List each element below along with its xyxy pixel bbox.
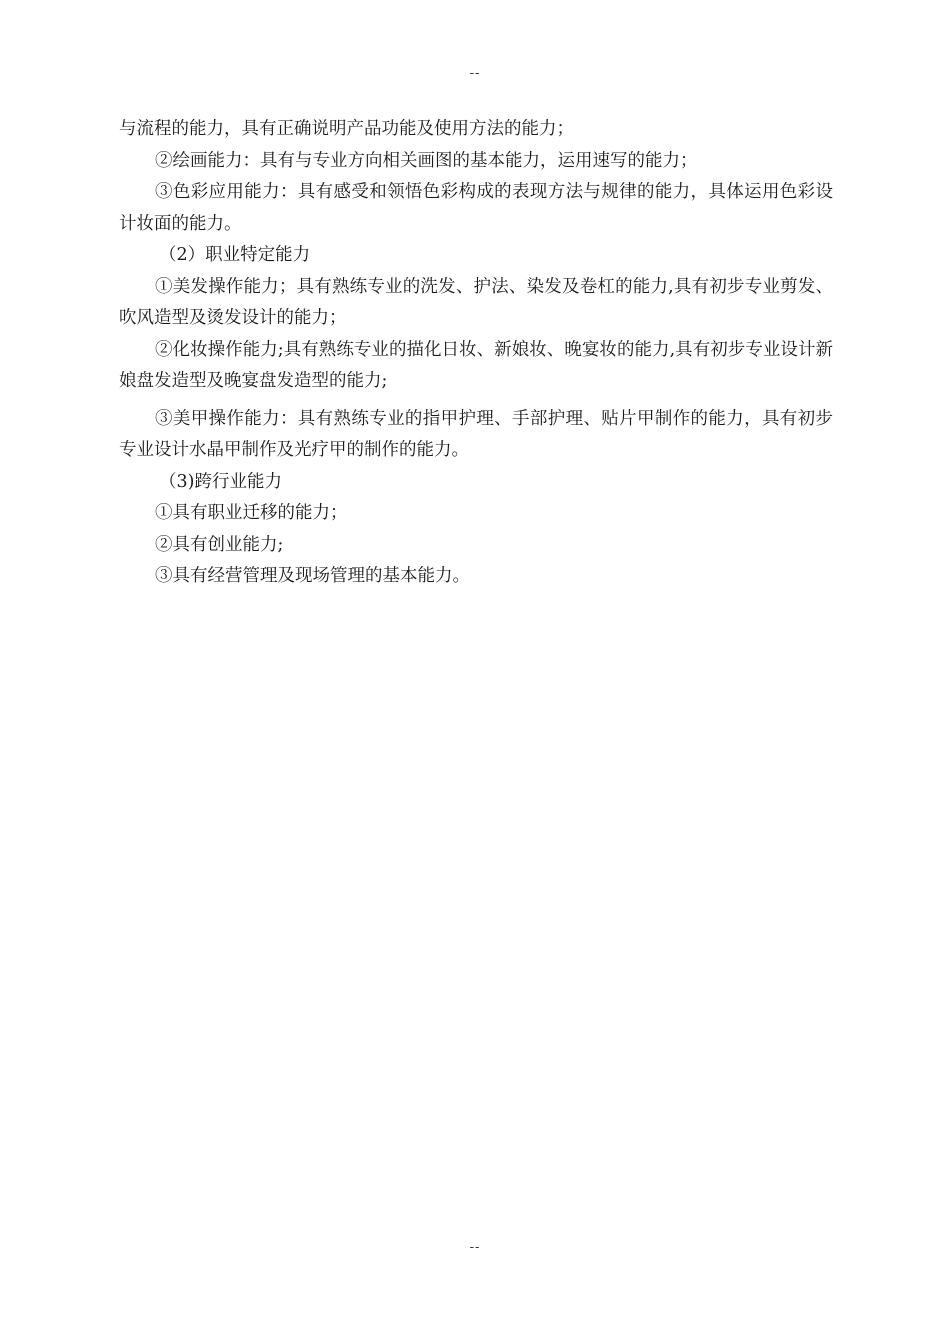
- paragraph-drawing-ability: ②绘画能力：具有与专业方向相关画图的基本能力，运用速写的能力；: [155, 150, 698, 171]
- header-page-mark: --: [469, 66, 481, 81]
- document-body: [119, 114, 833, 593]
- paragraph-manicure-ability: ③美甲操作能力：具有熟练专业的指甲护理、手部护理、贴片甲制作的能力，具有初步专业设计水晶甲制作及光疗甲的制作的能力。: [119, 408, 833, 460]
- paragraph-makeup-ability: ②化妆操作能力;具有熟练专业的描化日妆、新娘妆、晚宴妆的能力,具有初步专业设计新娘盘发造型及晚宴盘发造型的能力;: [119, 339, 833, 391]
- list-item-management: ③具有经营管理及现场管理的基本能力。: [155, 566, 470, 586]
- list-item-career-transfer: ①具有职业迁移的能力；: [155, 503, 348, 523]
- paragraph-color-ability: ③色彩应用能力：具有感受和领悟色彩构成的表现方法与规律的能力，具体运用色彩设计妆面的能力。: [119, 182, 833, 234]
- section-heading-specific-ability: （2）职业特定能力: [159, 245, 311, 265]
- paragraph-continuation: 与流程的能力，具有正确说明产品功能及使用方法的能力；: [119, 119, 574, 139]
- paragraph-hairdressing-ability: ①美发操作能力；具有熟练专业的洗发、护法、染发及卷杠的能力,具有初步专业剪发、吹风造型及烫发设计的能力；: [119, 276, 833, 328]
- list-item-entrepreneurship: ②具有创业能力;: [155, 534, 284, 555]
- footer-page-mark: --: [469, 1240, 481, 1255]
- section-heading-cross-industry: （3)跨行业能力: [159, 471, 282, 492]
